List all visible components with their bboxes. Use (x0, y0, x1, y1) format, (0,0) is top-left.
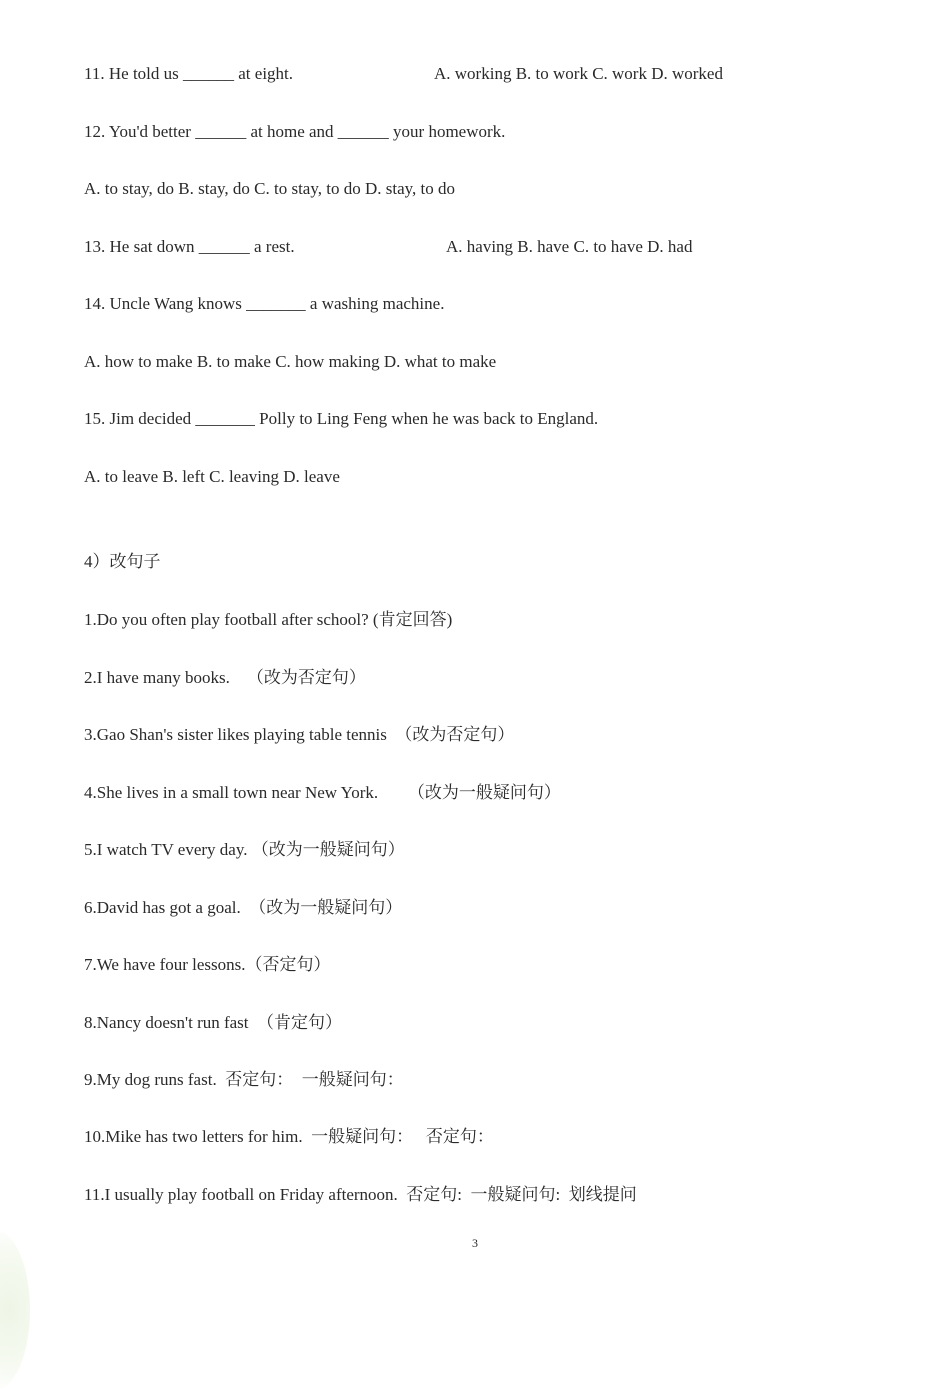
exercise-item: 11.I usually play football on Friday afternoon. 否定句: 一般疑问句: 划线提问 (84, 1185, 637, 1204)
exercise-item: 3.Gao Shan's sister likes playing table tennis （改为否定句） (84, 725, 515, 744)
exercise-item: 10.Mike has two letters for him. 一般疑问句： 否定句： (84, 1127, 494, 1146)
decorative-leaf (0, 1230, 30, 1390)
exercise-item: 2.I have many books. （改为否定句） (84, 668, 366, 687)
question-13-options: A. having B. have C. to have D. had (446, 237, 693, 256)
question-13-stem: 13. He sat down ______ a rest. (84, 237, 295, 256)
exercise-item: 8.Nancy doesn't run fast （肯定句） (84, 1013, 343, 1032)
question-12-options: A. to stay, do B. stay, do C. to stay, to do D. stay, to do (84, 179, 455, 198)
question-14-stem: 14. Uncle Wang knows _______ a washing machine. (84, 294, 445, 313)
exercise-item: 4.She lives in a small town near New York. （改为一般疑问句） (84, 783, 561, 802)
question-12-stem: 12. You'd better ______ at home and ______ your homework. (84, 122, 506, 141)
question-11-options: A. working B. to work C. work D. worked (434, 64, 723, 83)
exercise-item: 9.My dog runs fast. 否定句： 一般疑问句： (84, 1070, 404, 1089)
page-number: 3 (472, 1236, 478, 1250)
question-15-options: A. to leave B. left C. leaving D. leave (84, 467, 340, 486)
exercise-item: 6.David has got a goal. （改为一般疑问句） (84, 898, 403, 917)
exercise-item: 7.We have four lessons.（否定句） (84, 955, 331, 974)
question-14-options: A. how to make B. to make C. how making D. what to make (84, 352, 497, 371)
section-4-heading: 4）改句子 (84, 552, 161, 571)
exercise-item: 1.Do you often play football after school? (肯定回答) (84, 610, 453, 629)
question-15-stem: 15. Jim decided _______ Polly to Ling Feng when he was back to England. (84, 409, 599, 428)
exercise-item: 5.I watch TV every day. （改为一般疑问句） (84, 840, 405, 859)
question-11-stem: 11. He told us ______ at eight. (84, 64, 294, 83)
